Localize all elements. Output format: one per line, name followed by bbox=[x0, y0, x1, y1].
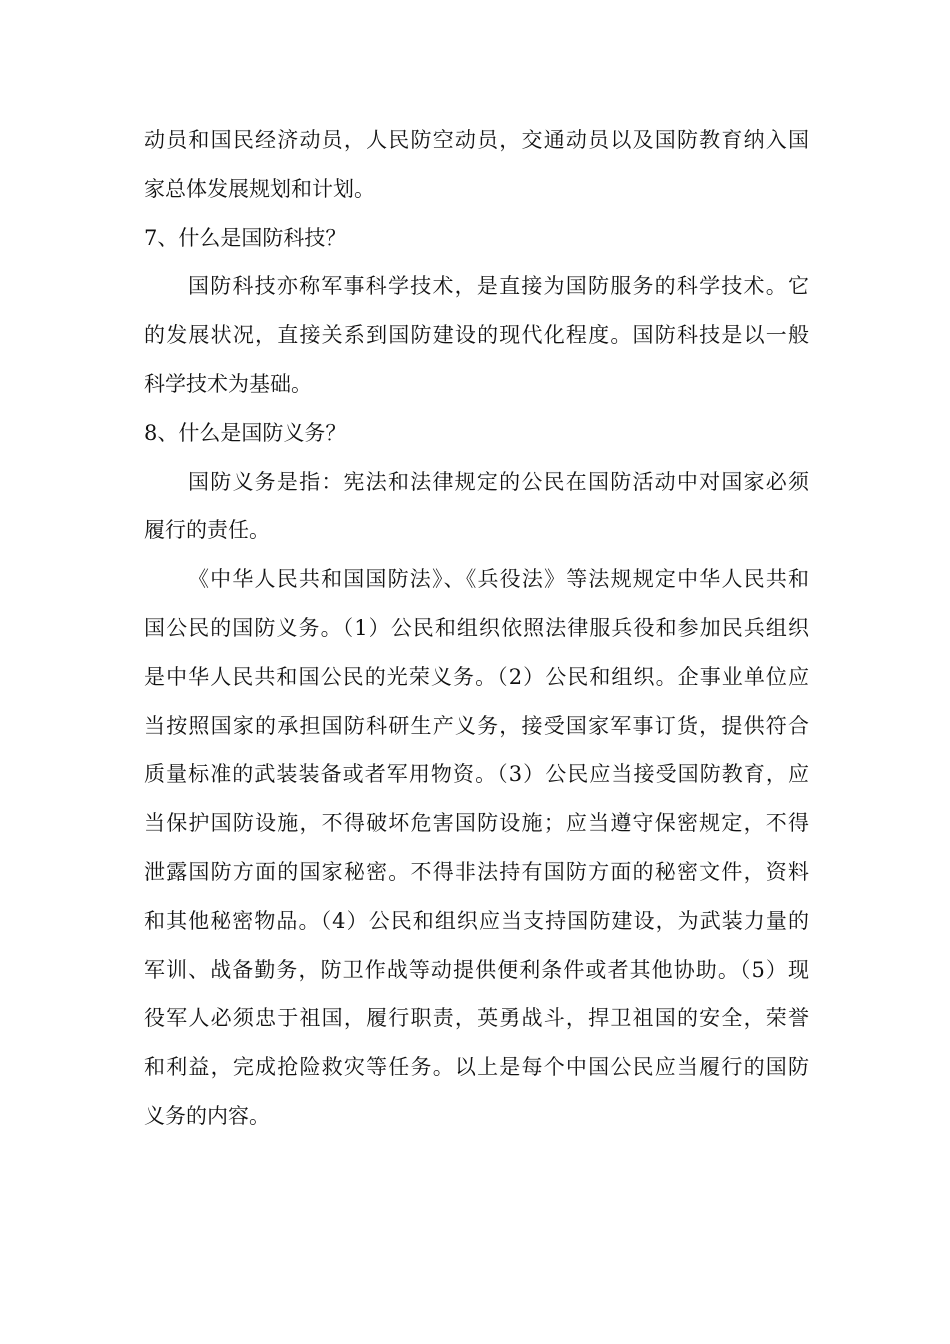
text-line: 科学技术为基础。 bbox=[144, 371, 312, 396]
question-heading: 8、什么是国防义务？ bbox=[144, 420, 347, 445]
text-line: 国公民的国防义务。（1）公民和组织依照法律服兵役和参加民兵组织 bbox=[144, 615, 809, 640]
text-line: 当保护国防设施，不得破坏危害国防设施；应当遵守保密规定，不得 bbox=[144, 811, 809, 836]
text-line: 的发展状况，直接关系到国防建设的现代化程度。国防科技是以一般 bbox=[144, 323, 809, 348]
text-line: 国防义务是指：宪法和法律规定的公民在国防活动中对国家必须 bbox=[188, 469, 809, 494]
text-line: 家总体发展规划和计划。 bbox=[144, 176, 375, 201]
text-line: 国防科技亦称军事科学技术，是直接为国防服务的科学技术。它 bbox=[188, 274, 809, 299]
document-body bbox=[144, 116, 809, 1141]
text-line: 军训、战备勤务，防卫作战等动提供便利条件或者其他协助。（5）现 bbox=[144, 957, 809, 982]
text-line: 泄露国防方面的国家秘密。不得非法持有国防方面的秘密文件，资料 bbox=[144, 859, 809, 884]
question-heading: 7、什么是国防科技？ bbox=[144, 225, 347, 250]
text-line: 义务的内容。 bbox=[144, 1103, 270, 1128]
text-line: 履行的责任。 bbox=[144, 518, 270, 543]
text-line: 是中华人民共和国公民的光荣义务。（2）公民和组织。企事业单位应 bbox=[144, 664, 809, 689]
text-line: 当按照国家的承担国防科研生产义务，接受国家军事订货，提供符合 bbox=[144, 713, 809, 738]
text-line: 和其他秘密物品。（4）公民和组织应当支持国防建设，为武装力量的 bbox=[144, 908, 809, 933]
text-line: 《中华人民共和国国防法》、《兵役法》等法规规定中华人民共和 bbox=[188, 567, 809, 592]
text-line: 役军人必须忠于祖国，履行职责，英勇战斗，捍卫祖国的安全，荣誉 bbox=[144, 1006, 809, 1031]
text-line: 质量标准的武装装备或者军用物资。（3）公民应当接受国防教育，应 bbox=[144, 762, 809, 787]
text-line: 和利益，完成抢险救灾等任务。以上是每个中国公民应当履行的国防 bbox=[144, 1055, 809, 1080]
text-line: 动员和国民经济动员，人民防空动员，交通动员以及国防教育纳入国 bbox=[144, 128, 809, 152]
